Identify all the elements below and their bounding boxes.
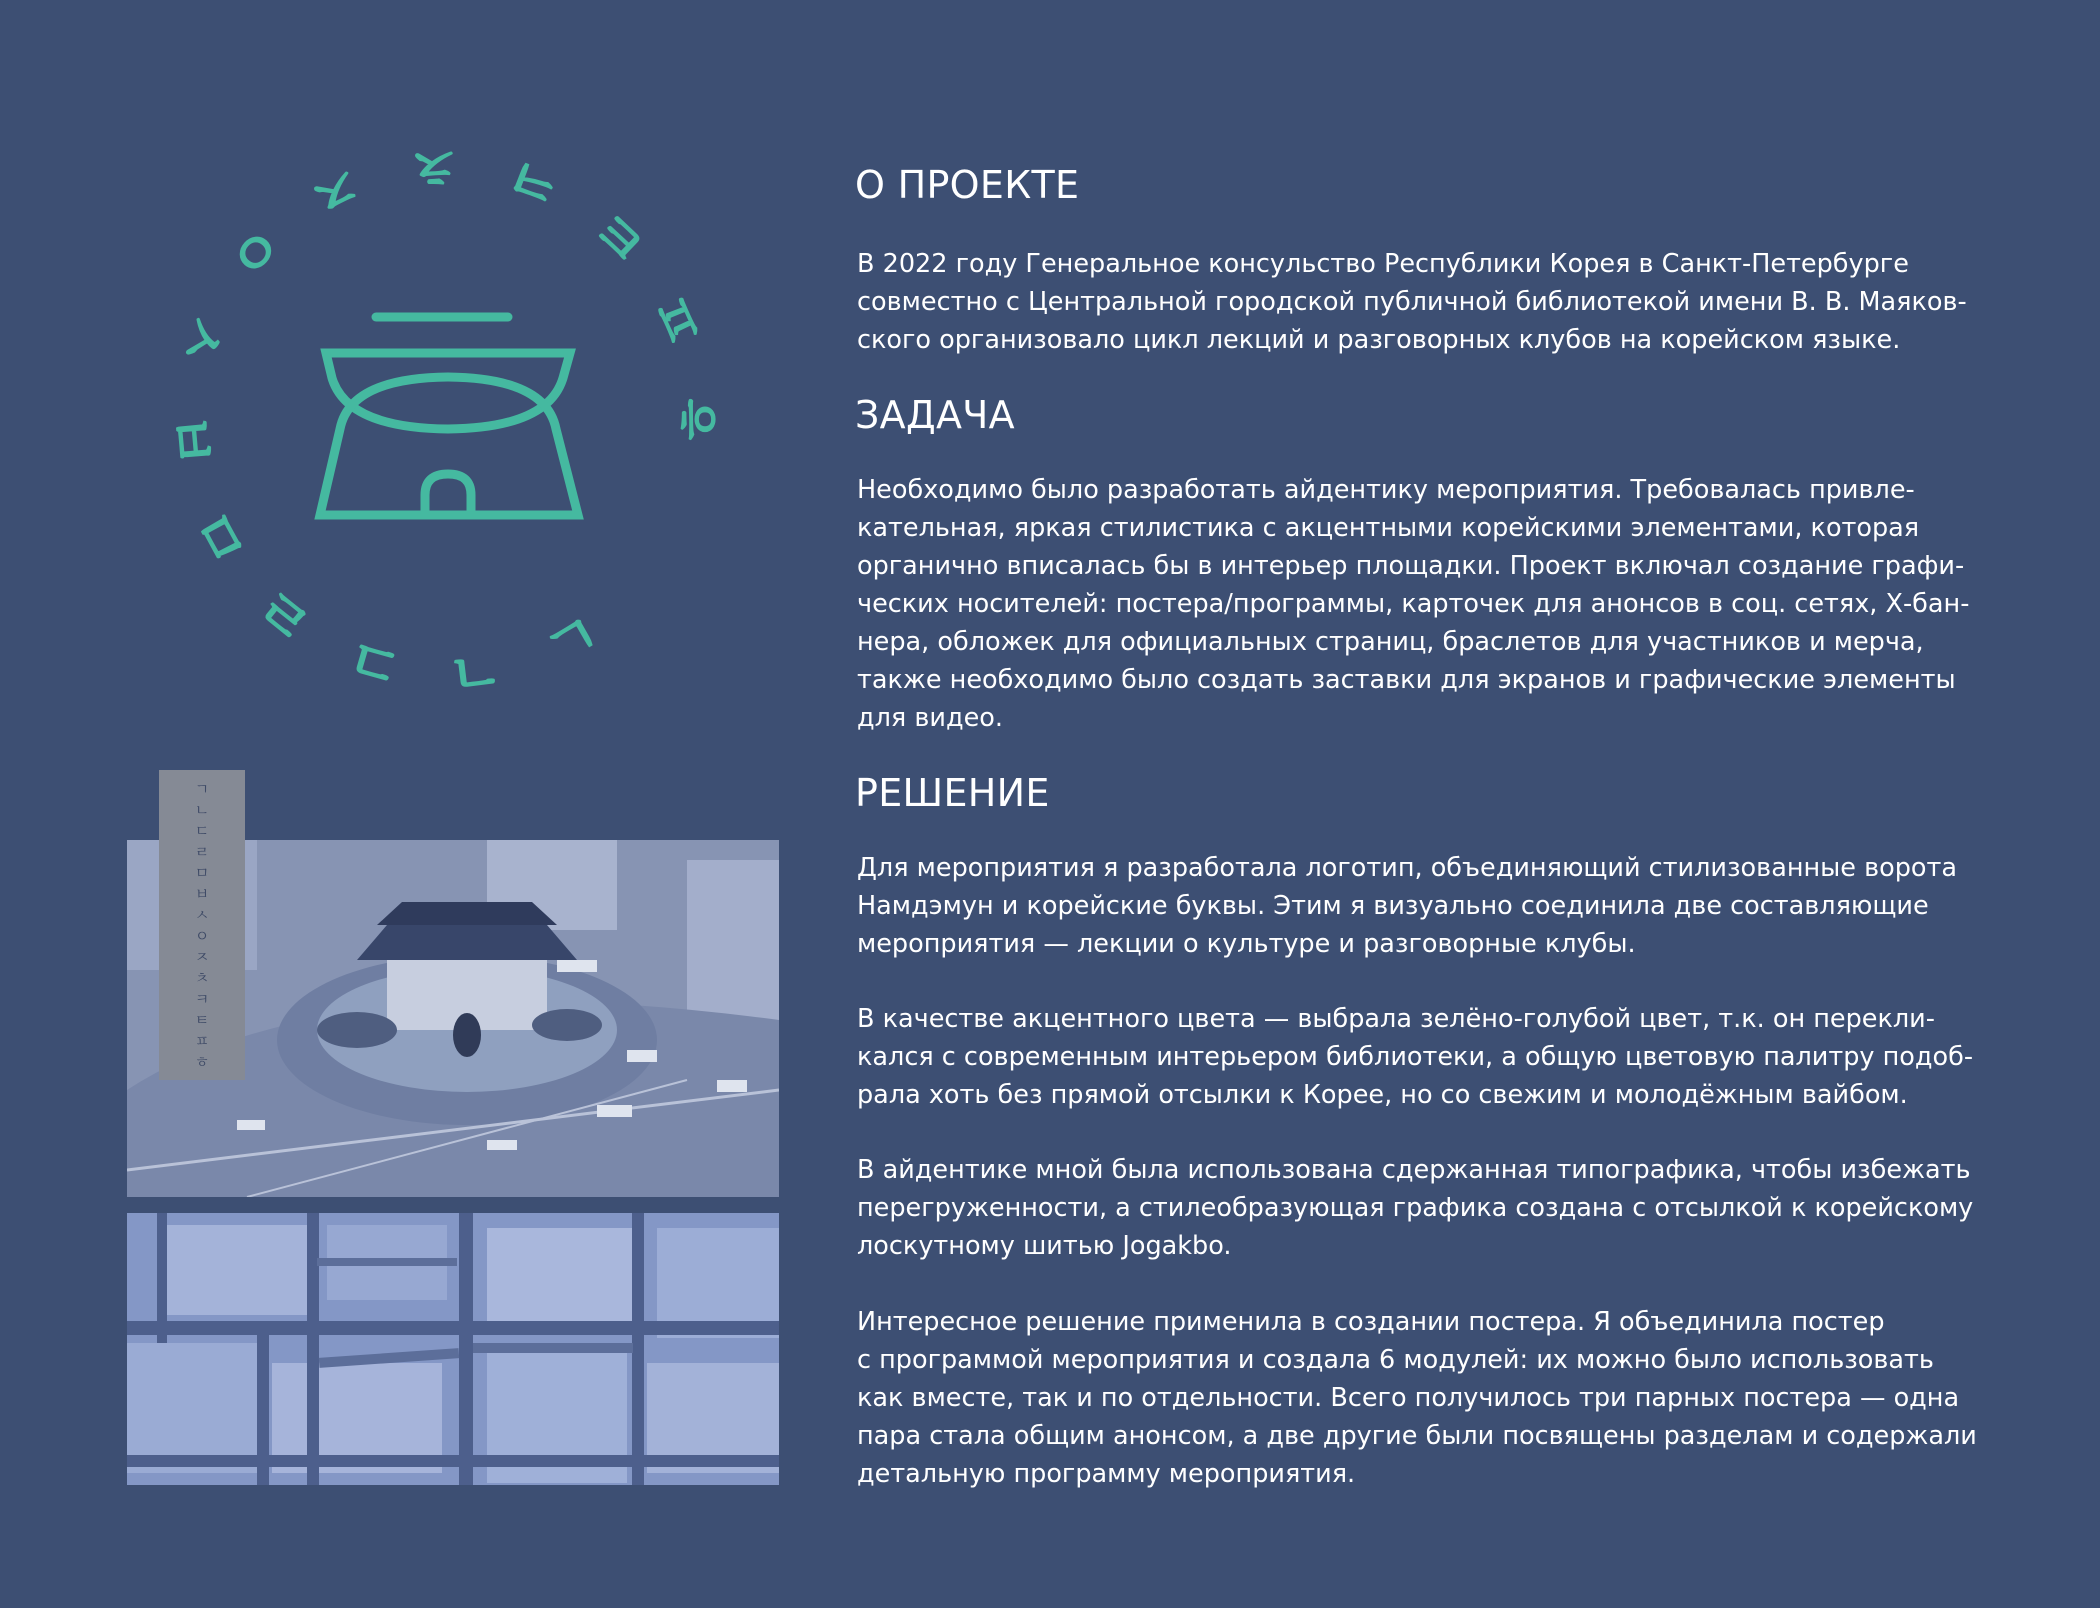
solution-title: РЕШЕНИЕ	[855, 771, 1050, 815]
strip-letter: ㅁ	[194, 864, 210, 882]
strip-letter: ㄱ	[194, 780, 210, 798]
logo-ring-letter: ㅂ	[154, 409, 227, 472]
logo-ring-letter: ㅈ	[295, 146, 376, 233]
strip-letter: ㅊ	[194, 969, 210, 987]
logo-ring-letter: ㅌ	[577, 192, 666, 281]
event-logo	[150, 140, 750, 720]
hangul-letters-strip	[159, 770, 245, 1080]
about-text: В 2022 году Генеральное консульство Республики Корея в Санкт-Петербурге совместно с Центральной городской публичной библиотекой имени В. В. Маяков- ского организовало цикл лекций и разговорных клубов на корейском языке.	[857, 249, 1967, 355]
logo-ring-letter: ㅊ	[405, 140, 465, 201]
solution-paragraph-1: Для мероприятия я разработала логотип, объединяющий стилизованные ворота Намдэмун и корейские буквы. Этим я визуально соединила две составляющие мероприятия — лекции о культуре и разговорные клубы.	[857, 853, 1957, 959]
namdaemun-gate-logo-icon	[150, 140, 750, 720]
strip-letter: ㄹ	[194, 843, 210, 861]
logo-ring-letter: ㅎ	[666, 391, 734, 449]
logo-ring-letter: ㅍ	[637, 280, 722, 360]
strip-letter: ㅅ	[194, 906, 210, 924]
solution-paragraph-4: Интересное решение применила в создании постера. Я объединила постер с программой мероприятия и создала 6 модулей: их можно было использовать как вместе, так и по отдельности. Всего получилось три парных постера — одна пара стала общим анонсом, а две другие были посвящены разделам и содержали детальную программу мероприятия.	[857, 1307, 1977, 1489]
strip-letter: ㅌ	[194, 1011, 210, 1029]
logo-ring-letter: ㄱ	[531, 597, 614, 685]
task-text: Необходимо было разработать айдентику мероприятия. Требовалась привле- кательная, яркая стилистика с акцентными корейскими элементами, которая органично вписалась бы в интерьер площадки. Проект включал создание графи- ческих носителей: постера/программы, карточек для анонсов в соц. сетях, Х-бан- нера, обложек для официальных страниц, браслетов для участников и мерча, также необходимо было создать заставки для экранов и графические элементы для видео.	[857, 475, 1970, 733]
solution-paragraph-2: В качестве акцентного цвета — выбрала зелёно-голубой цвет, т.к. он перекли- кался с современным интерьером библиотеки, а общую цветовую палитру подоб- рала хоть без прямой отсылки к Корее, но со свежим и молодёжным вайбом.	[857, 1004, 1974, 1110]
jogakbo-patchwork-photo	[127, 1213, 779, 1485]
strip-letter: ㅋ	[194, 990, 210, 1008]
strip-letter: ㅎ	[194, 1053, 210, 1071]
solution-paragraph-3: В айдентике мной была использована сдержанная типографика, чтобы избежать перегруженности, а стилеобразующая графика создана с отсылкой к корейскому лоскутному шитью Jogakbo.	[857, 1155, 1974, 1261]
strip-letter: ㅇ	[194, 927, 210, 945]
logo-ring-letter: ㄹ	[240, 573, 327, 662]
logo-ring-letter: ㄴ	[443, 635, 508, 711]
logo-ring-letter: ㅇ	[210, 207, 299, 295]
strip-letter: ㄷ	[194, 822, 210, 840]
strip-letter: ㄴ	[194, 801, 210, 819]
strip-letter: ㅈ	[194, 948, 210, 966]
logo-ring-letter: ㅁ	[176, 497, 263, 580]
about-title: О ПРОЕКТЕ	[855, 163, 1080, 207]
logo-ring-letter: ㄷ	[337, 624, 411, 706]
strip-letter: ㅍ	[194, 1032, 210, 1050]
logo-ring-letter: ㅋ	[497, 140, 574, 224]
task-title: ЗАДАЧА	[855, 393, 1015, 437]
strip-letter: ㅂ	[194, 885, 210, 903]
logo-ring-letter: ㅅ	[161, 301, 245, 377]
